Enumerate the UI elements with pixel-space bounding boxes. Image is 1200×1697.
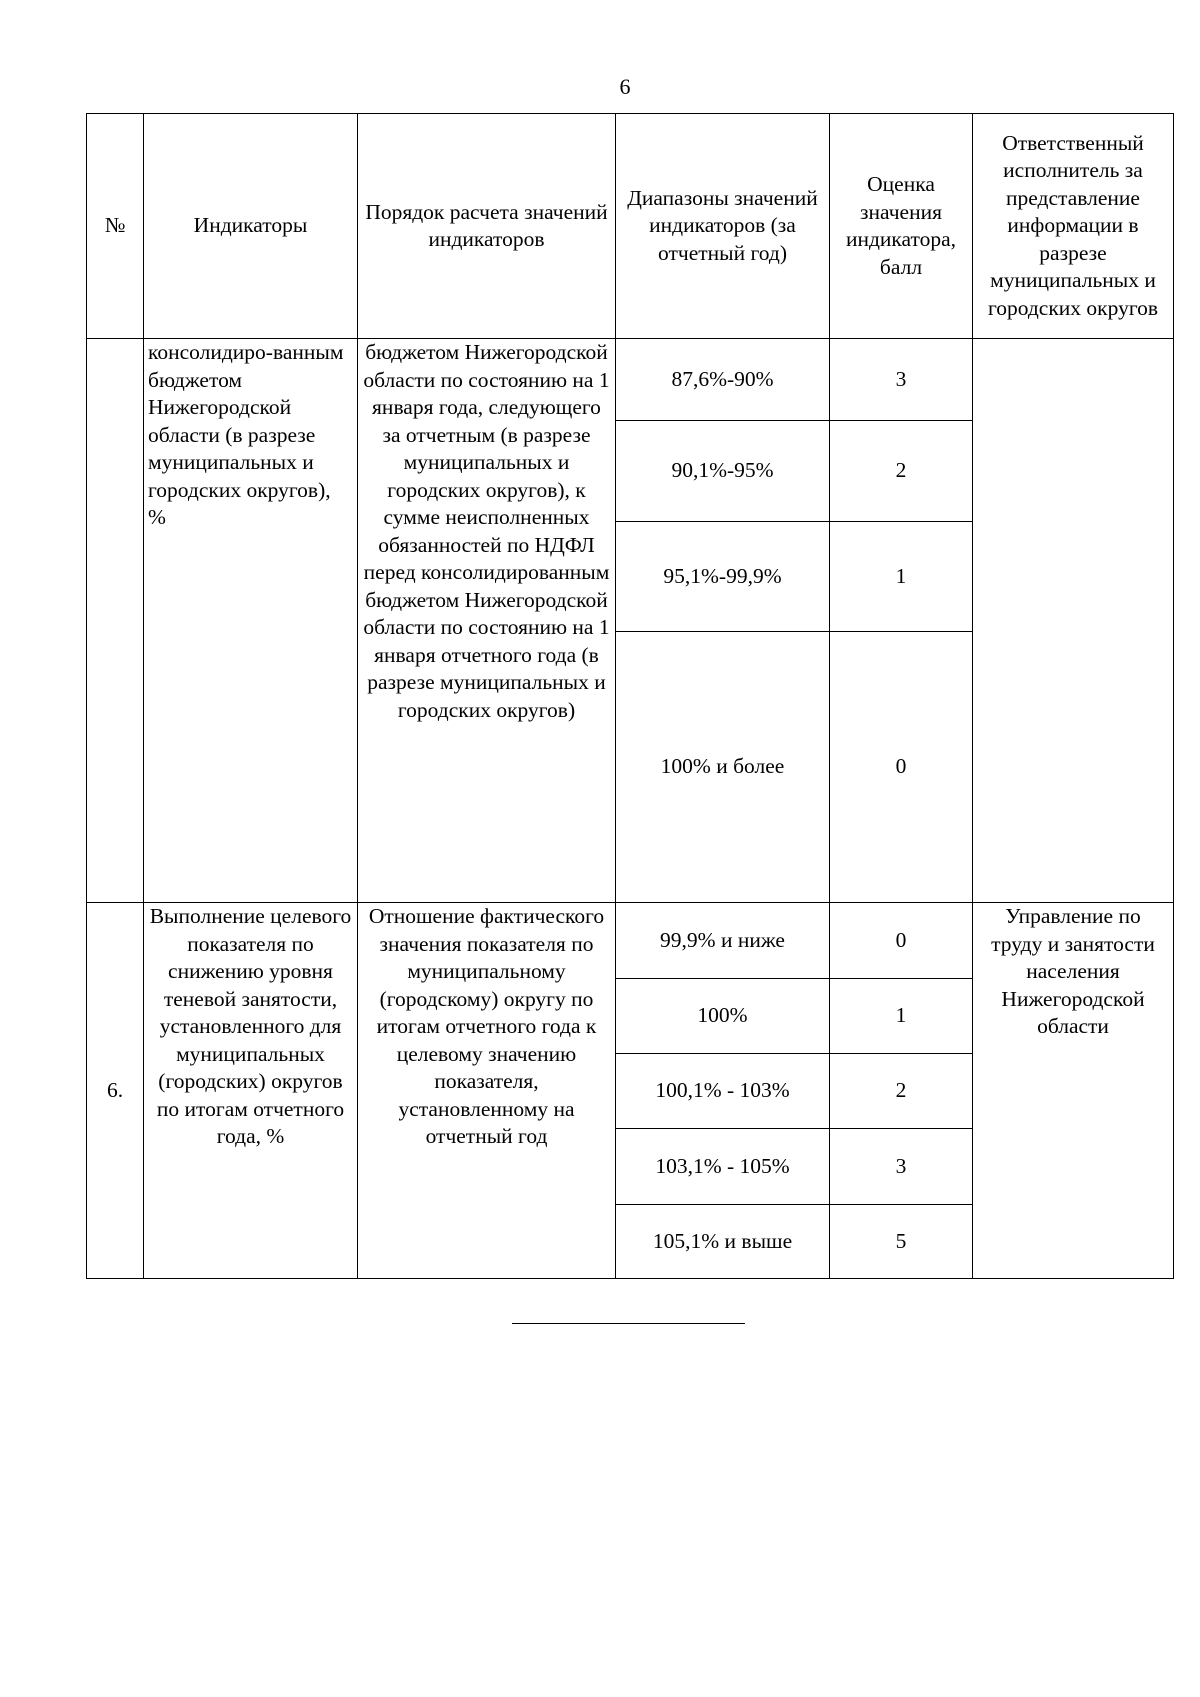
block5-responsible bbox=[973, 339, 1174, 903]
range-cell: 100% bbox=[616, 979, 830, 1054]
block6-responsible: Управление по труду и занятости населения Нижегородской области bbox=[973, 903, 1174, 1279]
header-responsible: Ответственный исполнитель за представление информации в разрезе муниципальных и городских округов bbox=[973, 114, 1174, 339]
indicators-table bbox=[86, 113, 1174, 1279]
range-cell: 105,1% и выше bbox=[616, 1205, 830, 1279]
header-score: Оценка значения индикатора, балл bbox=[830, 114, 973, 339]
range-cell: 100% и более bbox=[616, 632, 830, 903]
block5-method: бюджетом Нижегородской области по состоянию на 1 января года, следующего за отчетным (в разрезе муниципальных и городских округов), к сумме неисполненных обязанностей по НДФЛ перед консолидированным бюджетом Нижегородской области по состоянию на 1 января отчетного года (в разрезе муниципальных и городских округов) bbox=[358, 339, 616, 903]
footer-rule bbox=[512, 1323, 745, 1324]
score-cell: 0 bbox=[830, 632, 973, 903]
score-cell: 1 bbox=[830, 979, 973, 1054]
header-method: Порядок расчета значений индикаторов bbox=[358, 114, 616, 339]
score-cell: 3 bbox=[830, 1129, 973, 1205]
block6-method: Отношение фактического значения показателя по муниципальному (городскому) округу по итогам отчетного года к целевому значению показателя, установленному на отчетный год bbox=[358, 903, 616, 1279]
score-cell: 5 bbox=[830, 1205, 973, 1279]
block5-num bbox=[87, 339, 144, 903]
header-ranges: Диапазоны значений индикаторов (за отчетный год) bbox=[616, 114, 830, 339]
range-cell: 99,9% и ниже bbox=[616, 903, 830, 979]
score-cell: 0 bbox=[830, 903, 973, 979]
range-cell: 87,6%-90% bbox=[616, 339, 830, 421]
page-number: 6 bbox=[619, 74, 631, 99]
header-row bbox=[87, 114, 1174, 339]
block6-indicator: Выполнение целевого показателя по снижению уровня теневой занятости, установленного для муниципальных (городских) округов по итогам отчетного года, % bbox=[144, 903, 358, 1279]
header-num: № bbox=[87, 114, 144, 339]
score-cell: 3 bbox=[830, 339, 973, 421]
score-cell: 2 bbox=[830, 421, 973, 522]
score-cell: 1 bbox=[830, 522, 973, 632]
block6-num: 6. bbox=[87, 903, 144, 1279]
range-cell: 95,1%-99,9% bbox=[616, 522, 830, 632]
range-cell: 103,1% - 105% bbox=[616, 1129, 830, 1205]
block5-indicator: консолидиро-ванным бюджетом Нижегородской области (в разрезе муниципальных и городских округов), % bbox=[144, 339, 358, 903]
table-row bbox=[87, 903, 1174, 979]
table-row bbox=[87, 339, 1174, 421]
range-cell: 90,1%-95% bbox=[616, 421, 830, 522]
header-indicator: Индикаторы bbox=[144, 114, 358, 339]
range-cell: 100,1% - 103% bbox=[616, 1054, 830, 1129]
score-cell: 2 bbox=[830, 1054, 973, 1129]
